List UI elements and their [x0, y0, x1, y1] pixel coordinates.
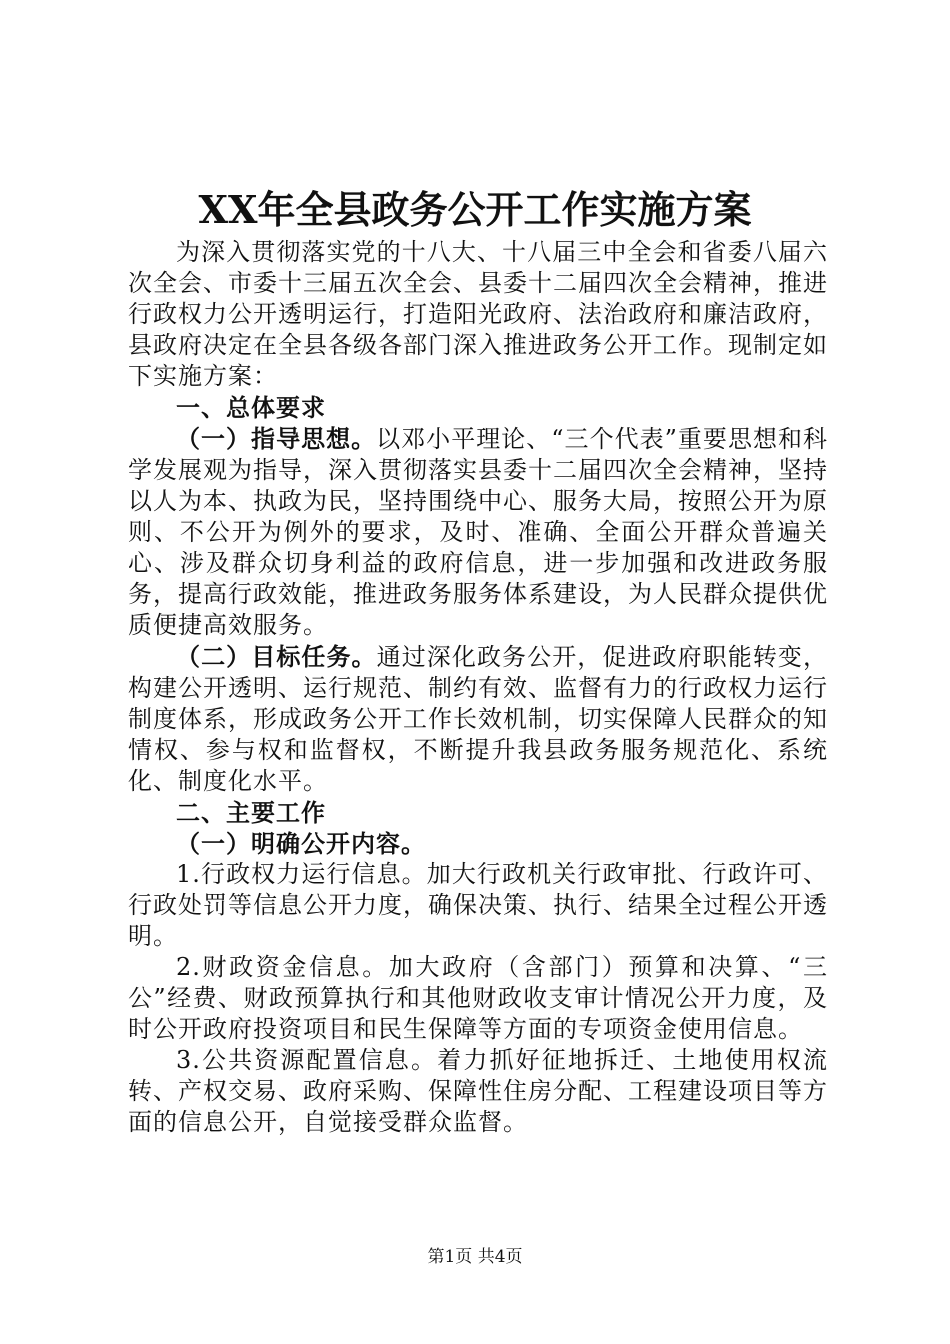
- intro-paragraph: 为深入贯彻落实党的十八大、十八届三中全会和省委八届六次全会、市委十三届五次全会、县委十二届四次全会精神，推进行政权力公开透明运行，打造阳光政府、法治政府和廉洁政府，县政府决定在全县各级各部门深入推进政务公开工作。现制定如下实施方案：: [128, 238, 828, 390]
- paragraph-text: 以邓小平理论、“三个代表”重要思想和科学发展观为指导，深入贯彻落实县委十二届四次全会精神，坚持以人为本、执政为民，坚持围绕中心、服务大局，按照公开为原则、不公开为例外的要求，及时、准确、全面公开群众普遍关心、涉及群众切身利益的政府信息，进一步加强和改进政务服务，提高行政效能，推进政务服务体系建设，为人民群众提供优质便捷高效服务。: [128, 425, 828, 639]
- paragraph-text: 通过深化政务公开，促进政府职能转变，构建公开透明、运行规范、制约有效、监督有力的行政权力运行制度体系，形成政务公开工作长效机制，切实保障人民群众的知情权、参与权和监督权，不断提升我县政务服务规范化、系统化、制度化水平。: [128, 643, 828, 795]
- guiding-thought-paragraph: [128, 423, 828, 641]
- list-item: 3.公共资源配置信息。着力抓好征地拆迁、土地使用权流转、产权交易、政府采购、保障性住房分配、工程建设项目等方面的信息公开，自觉接受群众监督。: [128, 1046, 828, 1136]
- paragraph-lead: （一）指导思想。: [176, 424, 377, 453]
- subsection-heading: （一）明确公开内容。: [176, 829, 426, 858]
- list-item: 2.财政资金信息。加大政府（含部门）预算和决算、“三公”经费、财政预算执行和其他财政收支审计情况公开力度，及时公开政府投资项目和民生保障等方面的专项资金使用信息。: [128, 953, 828, 1043]
- section-heading: 二、主要工作: [176, 798, 326, 827]
- section-heading: 一、总体要求: [176, 393, 326, 422]
- paragraph-lead: （二）目标任务。: [176, 642, 377, 671]
- list-item: 1.行政权力运行信息。加大行政机关行政审批、行政许可、行政处罚等信息公开力度，确保决策、执行、结果全过程公开透明。: [128, 860, 828, 950]
- page-number: 第1页 共4页: [427, 1247, 523, 1267]
- document-title: XX年全县政务公开工作实施方案: [198, 187, 752, 232]
- objectives-paragraph: [128, 641, 828, 797]
- document-body: [128, 237, 828, 1138]
